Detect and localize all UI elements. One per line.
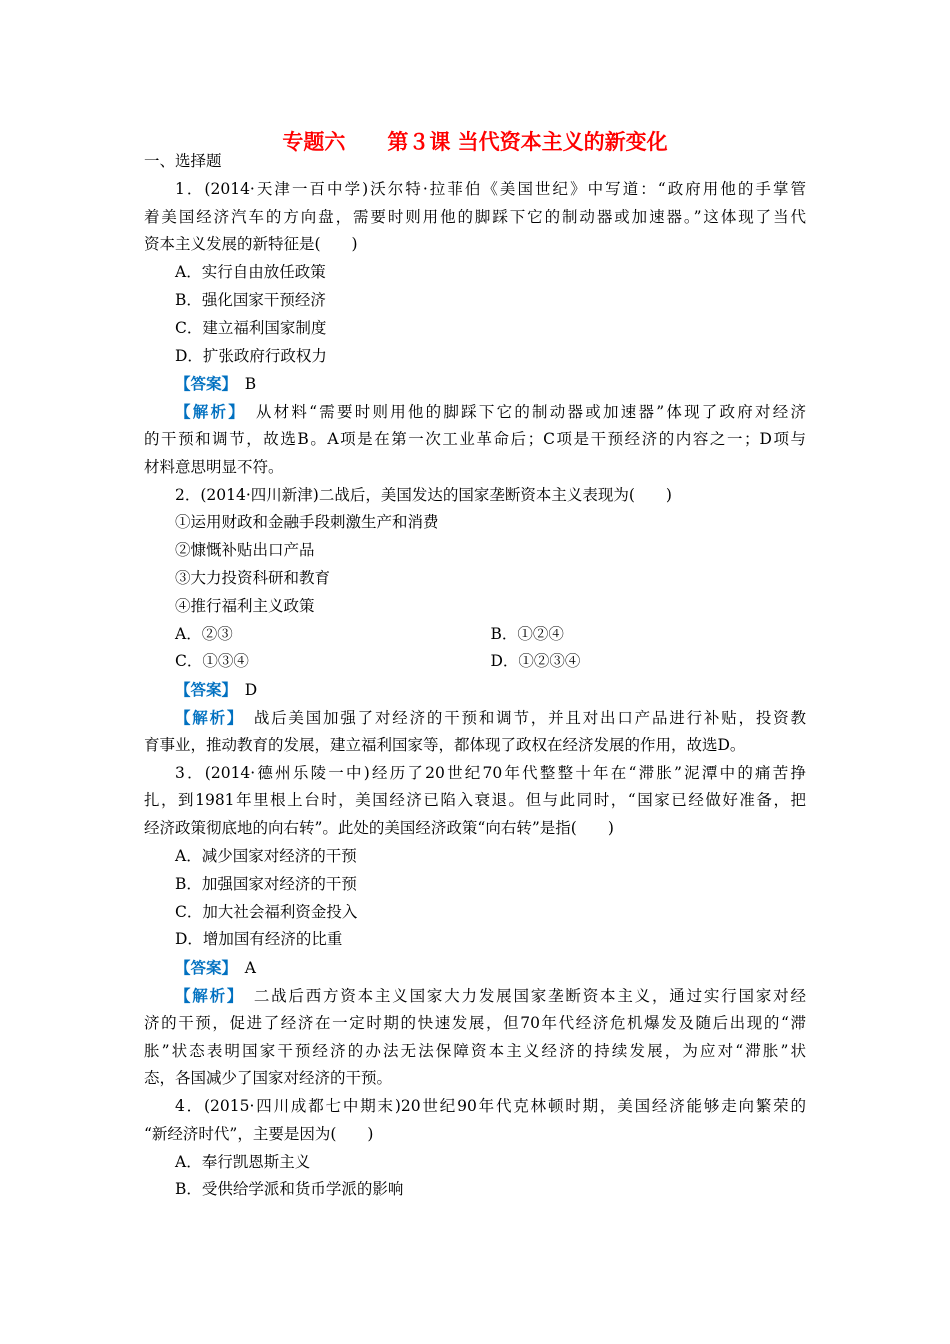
q3-stem-line-2: 扎，到1981年里根上台时，美国经济已陷入衰退。但与此同时，“国家已经做好准备，把 — [144, 791, 806, 810]
q3-analysis-line-2: 济的干预，促进了经济在一定时期的快速发展，但70年代经济危机爆发及随后出现的“滞 — [144, 1013, 806, 1032]
q2-stem-line-1: 2．(2014·四川新津)二战后，美国发达的国家垄断资本主义表现为( ) — [175, 485, 672, 504]
q2-answer — [144, 676, 806, 704]
q1-option-b: B．强化国家干预经济 — [175, 290, 326, 309]
q3-option-b: B．加强国家对经济的干预 — [175, 874, 357, 893]
q4-stem-line-2: “新经济时代”，主要是因为( ) — [144, 1124, 374, 1143]
q3-option-a: A．减少国家对经济的干预 — [175, 846, 357, 865]
q3-analysis-line-1 — [144, 982, 806, 1010]
q2-options-row-2 — [144, 648, 806, 676]
q3-answer-value: A — [244, 959, 256, 978]
q4-stem-line-1: 4．(2015·四川成都七中期末)20世纪90年代克林顿时期，美国经济能够走向繁荣的 — [175, 1097, 806, 1116]
q2-option-d: D．①②③④ — [490, 652, 581, 671]
q2-item-2: ②慷慨补贴出口产品 — [175, 541, 315, 560]
answer-tag: 【答案】 — [175, 680, 230, 700]
document-body — [144, 148, 806, 1204]
analysis-tag: 【解析】 — [175, 985, 237, 1005]
page-title: 专题六 第３课 当代资本主义的新变化 — [282, 130, 668, 154]
q3-answer — [144, 954, 806, 982]
q2-option-a: A．②③ — [175, 624, 233, 643]
q3-analysis-text-1: 二战后西方资本主义国家大力发展国家垄断资本主义，通过实行国家对经 — [253, 986, 806, 1005]
analysis-tag: 【解析】 — [175, 402, 239, 422]
q1-analysis-text-1: 从材料“需要时则用他的脚踩下它的制动器或加速器”体现了政府对经济 — [255, 403, 806, 422]
q3-option-d: D．增加国有经济的比重 — [175, 930, 343, 949]
q1-analysis-line-1 — [144, 398, 806, 426]
q2-item-3: ③大力投资科研和教育 — [175, 568, 331, 587]
q4-option-a: A．奉行凯恩斯主义 — [175, 1152, 311, 1171]
q1-stem-line-2: 着美国经济汽车的方向盘，需要时则用他的脚踩下它的制动器或加速器。”这体现了当代 — [144, 207, 806, 226]
q2-option-c: C．①③④ — [175, 652, 249, 671]
q2-options-row-1 — [144, 621, 806, 649]
q2-option-b: B．①②④ — [490, 624, 564, 643]
q1-option-d: D．扩张政府行政权力 — [175, 346, 327, 365]
q1-stem-line-1: 1．(2014·天津一百中学)沃尔特·拉菲伯《美国世纪》中写道：“政府用他的手掌管 — [175, 179, 806, 198]
q4-option-b: B．受供给学派和货币学派的影响 — [175, 1180, 404, 1199]
q3-stem-line-1: 3．(2014·德州乐陵一中)经历了20世纪70年代整整十年在“滞胀”泥潭中的痛苦挣 — [175, 763, 806, 782]
q3-analysis-line-3: 胀”状态表明国家干预经济的办法无法保障资本主义经济的持续发展，为应对“滞胀”状 — [144, 1041, 806, 1060]
q3-option-c: C．加大社会福利资金投入 — [175, 902, 358, 921]
q2-analysis-text-1: 战后美国加强了对经济的干预和调节，并且对出口产品进行补贴，投资教 — [253, 708, 806, 727]
q1-answer — [144, 370, 806, 398]
q1-option-c: C．建立福利国家制度 — [175, 318, 327, 337]
q1-stem-line-3: 资本主义发展的新特征是( ) — [144, 235, 358, 254]
answer-tag: 【答案】 — [175, 958, 230, 978]
q3-stem-line-3: 经济政策彻底地的向右转”。此处的美国经济政策“向右转”是指( ) — [144, 819, 614, 838]
q1-answer-value: B — [244, 375, 257, 394]
q1-analysis-line-2: 的干预和调节，故选B。A项是在第一次工业革命后；C项是干预经济的内容之一；D项与 — [144, 429, 806, 448]
q2-item-1: ①运用财政和金融手段刺激生产和消费 — [175, 513, 439, 532]
analysis-tag: 【解析】 — [175, 707, 237, 727]
q2-analysis-line-2: 育事业，推动教育的发展，建立福利国家等，都体现了政权在经济发展的作用，故选D。 — [144, 735, 746, 754]
q3-analysis-line-4: 态，各国减少了国家对经济的干预。 — [144, 1069, 393, 1088]
q2-item-4: ④推行福利主义政策 — [175, 596, 315, 615]
answer-tag: 【答案】 — [175, 374, 230, 394]
q1-option-a: A．实行自由放任政策 — [175, 263, 326, 282]
section-heading: 一、选择题 — [144, 152, 222, 170]
q1-analysis-line-3: 材料意思明显不符。 — [144, 457, 284, 476]
q2-answer-value: D — [244, 681, 258, 700]
q2-analysis-line-1 — [144, 704, 806, 732]
